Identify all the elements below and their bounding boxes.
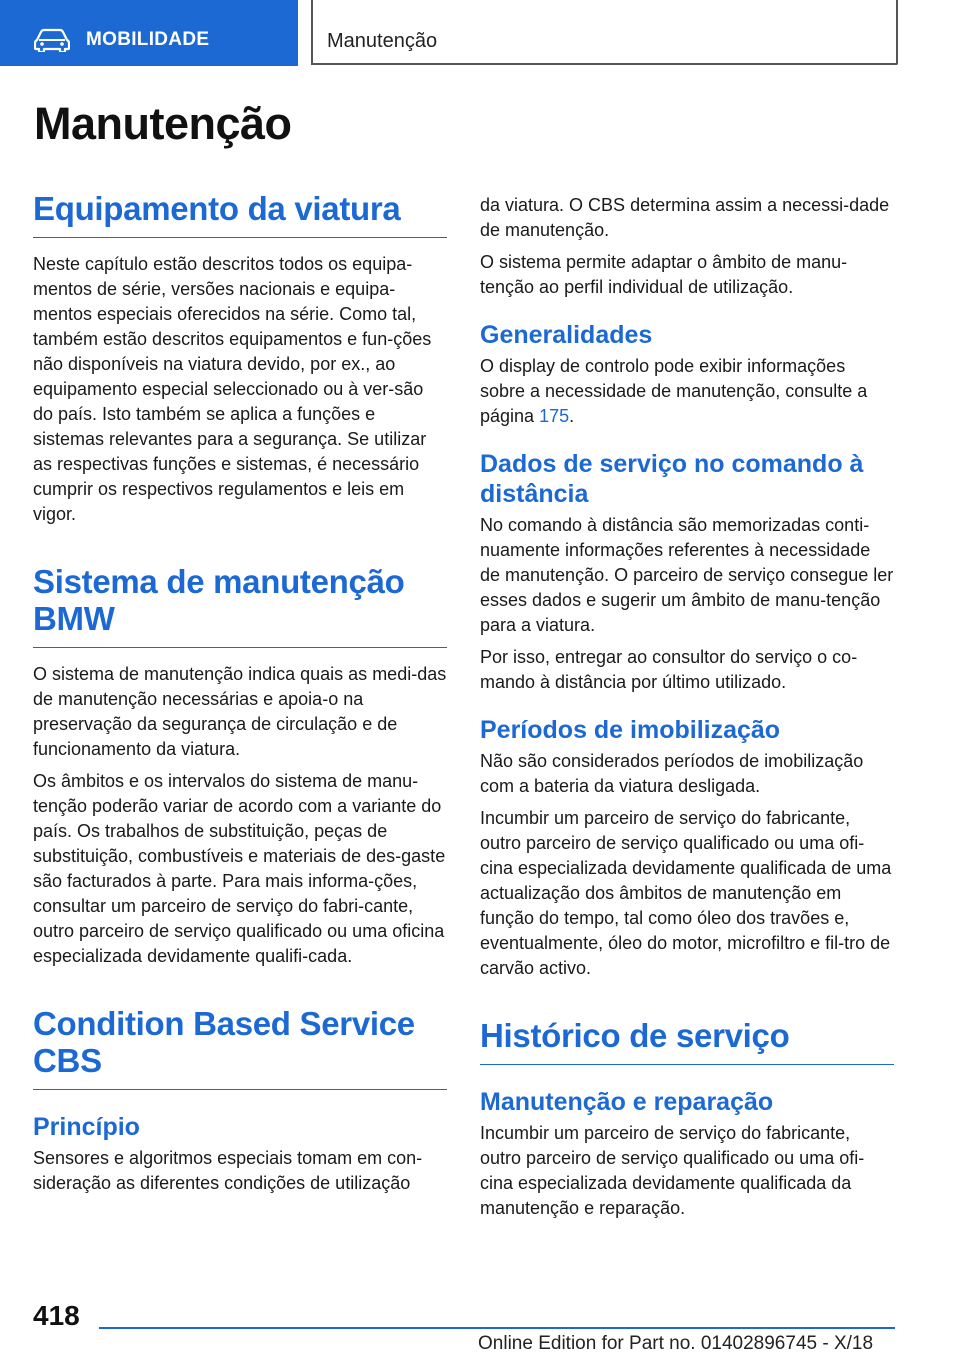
page-link-175[interactable]: 175 xyxy=(539,406,570,426)
topic-box xyxy=(311,0,898,65)
footer-edition-text: Online Edition for Part no. 01402896745 - X/18 xyxy=(478,1333,874,1354)
paragraph-cbs-cont-1: da viatura. O CBS determina assim a necessi-dade de manutenção. xyxy=(480,195,890,240)
footer-divider xyxy=(99,1327,895,1329)
heading-historico-servico: Histórico de serviço xyxy=(480,1017,894,1065)
paragraph-generalidades-end: . xyxy=(569,406,575,426)
heading-equipamento-da-viatura: Equipamento da viatura xyxy=(33,190,447,238)
heading-principio: Princípio xyxy=(33,1113,140,1141)
page-title: Manutenção xyxy=(34,98,292,149)
paragraph-principio: Sensores e algoritmos especiais tomam em con-sideração as diferentes condições de utilização xyxy=(33,1148,423,1193)
car-icon xyxy=(34,28,70,52)
paragraph-sistema-1: O sistema de manutenção indica quais as medi-das de manutenção necessárias e apoia-o na preservação da segurança de circulação e de funcionamento da viatura. xyxy=(33,664,447,759)
heading-manutencao-reparacao: Manutenção e reparação xyxy=(480,1088,774,1116)
heading-sistema-manutencao-bmw: Sistema de manutenção BMW xyxy=(33,563,447,648)
paragraph-equipamento: Neste capítulo estão descritos todos os equipa-mentos de série, versões nacionais e equipa-mentos especiais oferecidos na série. Como tal, também estão descritos equipamentos e fun-ções não disponíveis na viatura devido, por ex., ao equipamento especial seleccionado ou à ver-são do país. Isto também se aplica a funções e sistemas relevantes para a segurança. Se utilizar as respectivas funções e sistemas, é necessário cumprir os respectivos regulamentos e leis em vigor. xyxy=(33,254,432,524)
paragraph-comando-2: Por isso, entregar ao consultor do serviço o co-mando à distância por último utilizado. xyxy=(480,647,858,692)
paragraph-generalidades-text: O display de controlo pode exibir informações sobre a necessidade de manutenção, consulte a página xyxy=(480,356,868,426)
paragraph-cbs-cont-2: O sistema permite adaptar o âmbito de manu-tenção ao perfil individual de utilização. xyxy=(480,252,848,297)
section-label: MOBILIDADE xyxy=(86,29,210,50)
paragraph-manutencao-reparacao: Incumbir um parceiro de serviço do fabricante, outro parceiro de serviço qualificado ou uma ofi-cina especializada devidamente qualificada da manutenção e reparação. xyxy=(480,1123,865,1218)
heading-condition-based-service: Condition Based Service CBS xyxy=(33,1005,447,1090)
page-header xyxy=(0,0,960,66)
heading-dados-servico-comando: Dados de serviço no comando à distância xyxy=(480,450,864,508)
left-column xyxy=(33,190,447,1196)
section-tab-mobilidade[interactable] xyxy=(0,0,298,66)
right-column xyxy=(480,193,894,1221)
paragraph-sistema-2: Os âmbitos e os intervalos do sistema de manu-tenção poderão variar de acordo com a variante do país. Os trabalhos de substituição, peças de substituição, combustíveis e materiais de des-gaste são facturados à parte. Para mais informa-ções, consultar um parceiro de serviço do fabri-cante, outro parceiro de serviço qualificado ou uma oficina especializada devidamente qualifi-cada. xyxy=(33,771,446,966)
paragraph-comando-1: No comando à distância são memorizadas conti-nuamente informações referentes à necessidade de manutenção. O parceiro de serviço consegue ler esses dados e sugerir um âmbito de manu-tenção para a viatura. xyxy=(480,515,894,635)
paragraph-generalidades xyxy=(480,354,894,429)
topic-label: Manutenção xyxy=(327,30,438,52)
page-number: 418 xyxy=(33,1300,80,1331)
paragraph-imobilizacao-2: Incumbir um parceiro de serviço do fabricante, outro parceiro de serviço qualificado ou uma ofi-cina especializada devidamente qualificada de uma actualização dos âmbitos de manutenção em função do tempo, tal como óleo dos travões e, eventualmente, óleo do motor, microfiltro e fil-tro de carvão activo. xyxy=(480,808,892,978)
heading-generalidades: Generalidades xyxy=(480,321,653,349)
heading-periodos-imobilizacao: Períodos de imobilização xyxy=(480,716,781,744)
paragraph-imobilizacao-1: Não são considerados períodos de imobilização com a bateria da viatura desligada. xyxy=(480,751,864,796)
